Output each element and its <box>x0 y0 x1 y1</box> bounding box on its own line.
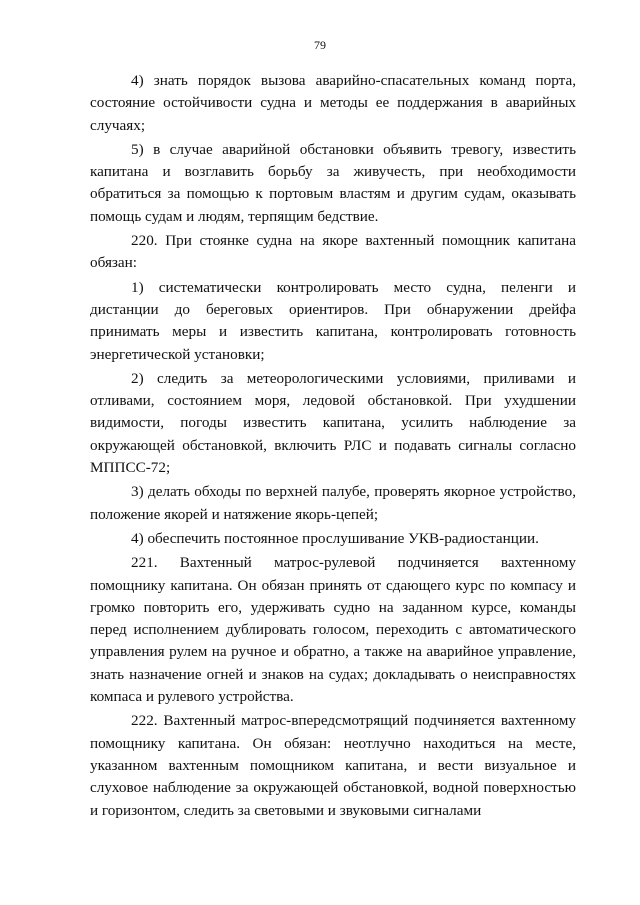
paragraph-220-item-1: 1) систематически контролировать место судна, пеленги и дистанции до береговых ориентиров. При обнаружении дрейфа принимать меры и известить капитана, контролировать готовность энергетической установки; <box>90 278 576 363</box>
paragraph-221: 221. Вахтенный матрос-рулевой подчиняется вахтенному помощнику капитана. Он обязан принять от сдающего курс по компасу и громко повторить его, удерживать судно на заданном курсе, команды перед исполнением дублировать голосом, переходить с автоматического управления рулем на ручное и обратно, а также на аварийное управление, знать назначение огней и знаков на судах; докладывать о неисправностях компаса и рулевого устройства. <box>90 554 576 706</box>
paragraph-220-item-2: 2) следить за метеорологическими условиями, приливами и отливами, состоянием моря, ледовой обстановкой. При ухудшении видимости, погоды известить капитана, усилить наблюдение за окружающей обстановкой, включить РЛС и подавать сигналы согласно МППСС-72; <box>90 369 576 477</box>
paragraph-220-item-3: 3) делать обходы по верхней палубе, проверять якорное устройство, положение якорей и натяжение якорь-цепей; <box>90 483 576 523</box>
paragraph-item-4: 4) знать порядок вызова аварийно-спасательных команд порта, состояние остойчивости судна и методы ее поддержания в аварийных случаях; <box>90 72 576 134</box>
paragraph-item-5: 5) в случае аварийной обстановки объявить тревогу, известить капитана и возглавить борьбу за живучесть, при необходимости обратиться за помощью к портовым властям и другим судам, оказывать помощь судам и людям, терпящим бедствие. <box>90 140 576 225</box>
paragraph-222: 222. Вахтенный матрос-впередсмотрящий подчиняется вахтенному помощнику капитана. Он обязан: неотлучно находиться на месте, указанном вахтенным помощником капитана, и вести визуальное и слуховое наблюдение за окружающей обстановкой, водной поверхностью и горизонтом, следить за световыми и звуковыми сигналами <box>90 712 576 819</box>
paragraph-220: 220. При стоянке судна на якоре вахтенный помощник капитана обязан: <box>90 232 576 272</box>
paragraph-220-item-4: 4) обеспечить постоянное прослушивание УКВ-радиостанции. <box>131 529 539 547</box>
page-number: 79 <box>314 38 326 52</box>
document-body <box>90 70 576 822</box>
